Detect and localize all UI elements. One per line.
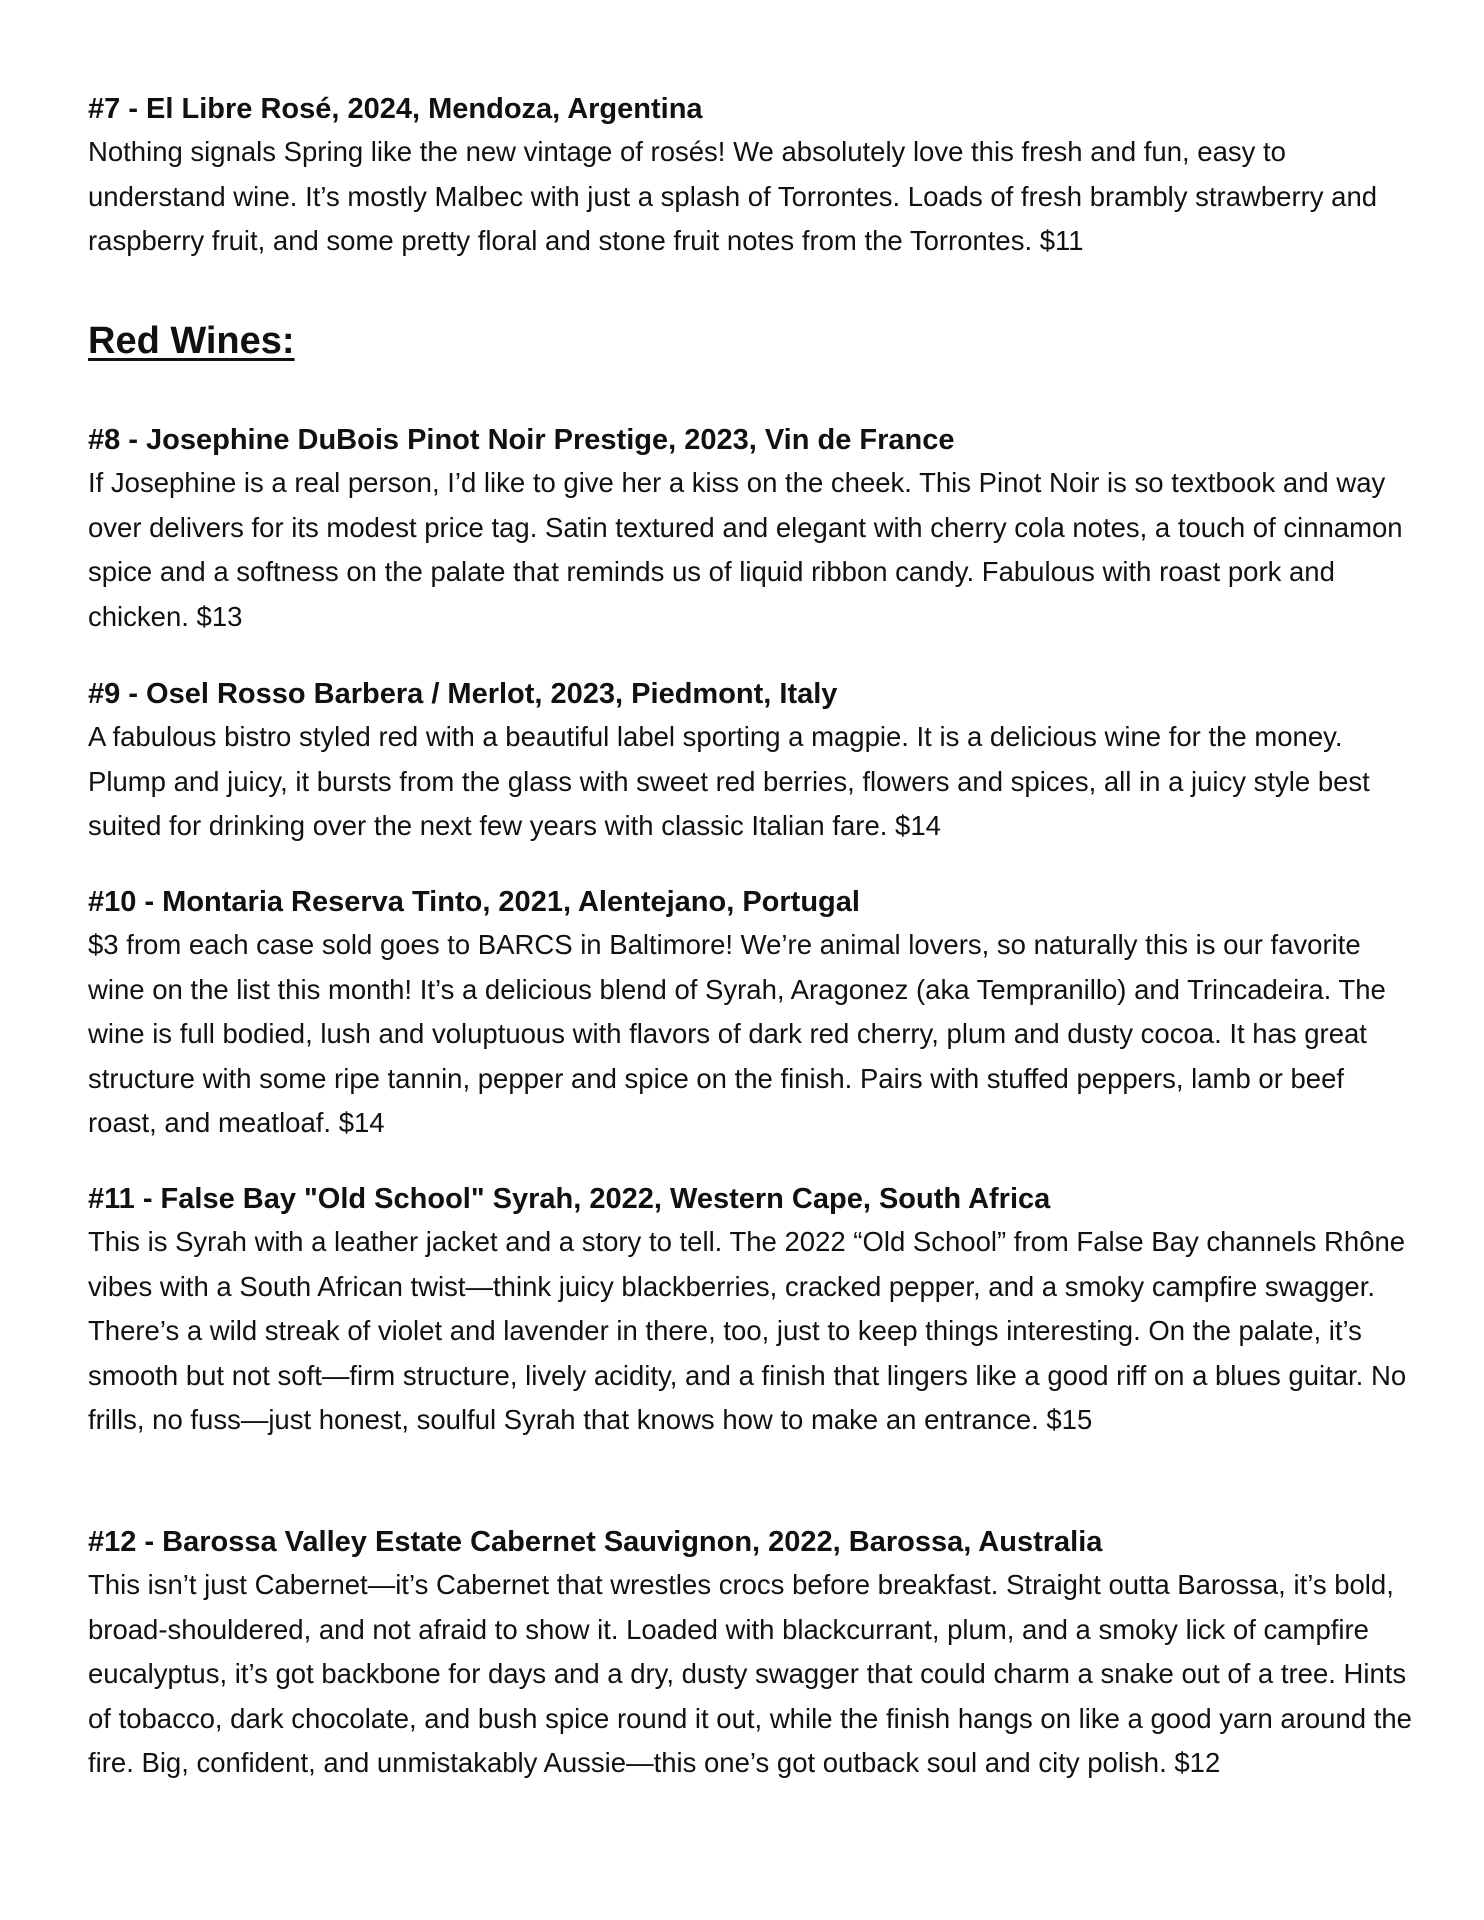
wine-entry-10	[88, 883, 1418, 1146]
wine-title: #10 - Montaria Reserva Tinto, 2021, Alentejano, Portugal	[88, 886, 860, 918]
wine-title: #12 - Barossa Valley Estate Cabernet Sauvignon, 2022, Barossa, Australia	[88, 1526, 1103, 1558]
wine-description: $3 from each case sold goes to BARCS in Baltimore! We’re animal lovers, so naturally this is our favorite wine on the list this month! It’s a delicious blend of Syrah, Aragonez (aka Tempranillo) and Trincadeira. The wine is full bodied, lush and voluptuous with flavors of dark red cherry, plum and dusty cocoa. It has great structure with some ripe tannin, pepper and spice on the finish. Pairs with stuffed peppers, lamb or beef roast, and meatloaf. $14	[88, 929, 1386, 1138]
wine-description: Nothing signals Spring like the new vintage of rosés! We absolutely love this fresh and fun, easy to understand wine. It’s mostly Malbec with just a splash of Torrontes. Loads of fresh brambly strawberry and raspberry fruit, and some pretty floral and stone fruit notes from the Torrontes. $11	[88, 136, 1378, 256]
wine-title: #9 - Osel Rosso Barbera / Merlot, 2023, Piedmont, Italy	[88, 678, 838, 710]
wine-entry-8	[88, 421, 1418, 639]
wine-description: This isn’t just Cabernet—it’s Cabernet that wrestles crocs before breakfast. Straight outta Barossa, it’s bold, broad-shouldered, and not afraid to show it. Loaded with blackcurrant, plum, and a smoky lick of campfire eucalyptus, it’s got backbone for days and a dry, dusty swagger that could charm a snake out of a tree. Hints of tobacco, dark chocolate, and bush spice round it out, while the finish hangs on like a good yarn around the fire. Big, confident, and unmistakably Aussie—this one’s got outback soul and city polish. $12	[88, 1569, 1412, 1778]
wine-description: A fabulous bistro styled red with a beautiful label sporting a magpie. It is a delicious wine for the money. Plump and juicy, it bursts from the glass with sweet red berries, flowers and spices, all in a juicy style best suited for drinking over the next few years with classic Italian fare. $14	[88, 721, 1370, 841]
wine-description: If Josephine is a real person, I’d like to give her a kiss on the cheek. This Pinot Noir is so textbook and way over delivers for its modest price tag. Satin textured and elegant with cherry cola notes, a touch of cinnamon spice and a softness on the palate that reminds us of liquid ribbon candy. Fabulous with roast pork and chicken. $13	[88, 467, 1403, 632]
section-heading-red-wines: Red Wines:	[88, 320, 295, 362]
wine-title: #11 - False Bay "Old School" Syrah, 2022, Western Cape, South Africa	[88, 1183, 1051, 1215]
wine-title: #8 - Josephine DuBois Pinot Noir Prestige, 2023, Vin de France	[88, 424, 955, 456]
wine-title: #7 - El Libre Rosé, 2024, Mendoza, Argentina	[88, 93, 703, 125]
wine-entry-9	[88, 675, 1418, 849]
wine-description: This is Syrah with a leather jacket and a story to tell. The 2022 “Old School” from False Bay channels Rhône vibes with a South African twist—think juicy blackberries, cracked pepper, and a smoky campfire swagger. There’s a wild streak of violet and lavender in there, too, just to keep things interesting. On the palate, it’s smooth but not soft—firm structure, lively acidity, and a finish that lingers like a good riff on a blues guitar. No frills, no fuss—just honest, soulful Syrah that knows how to make an entrance. $15	[88, 1226, 1407, 1435]
wine-entry-12	[88, 1523, 1418, 1786]
wine-entry-11	[88, 1180, 1418, 1443]
wine-entry-7	[88, 90, 1418, 264]
